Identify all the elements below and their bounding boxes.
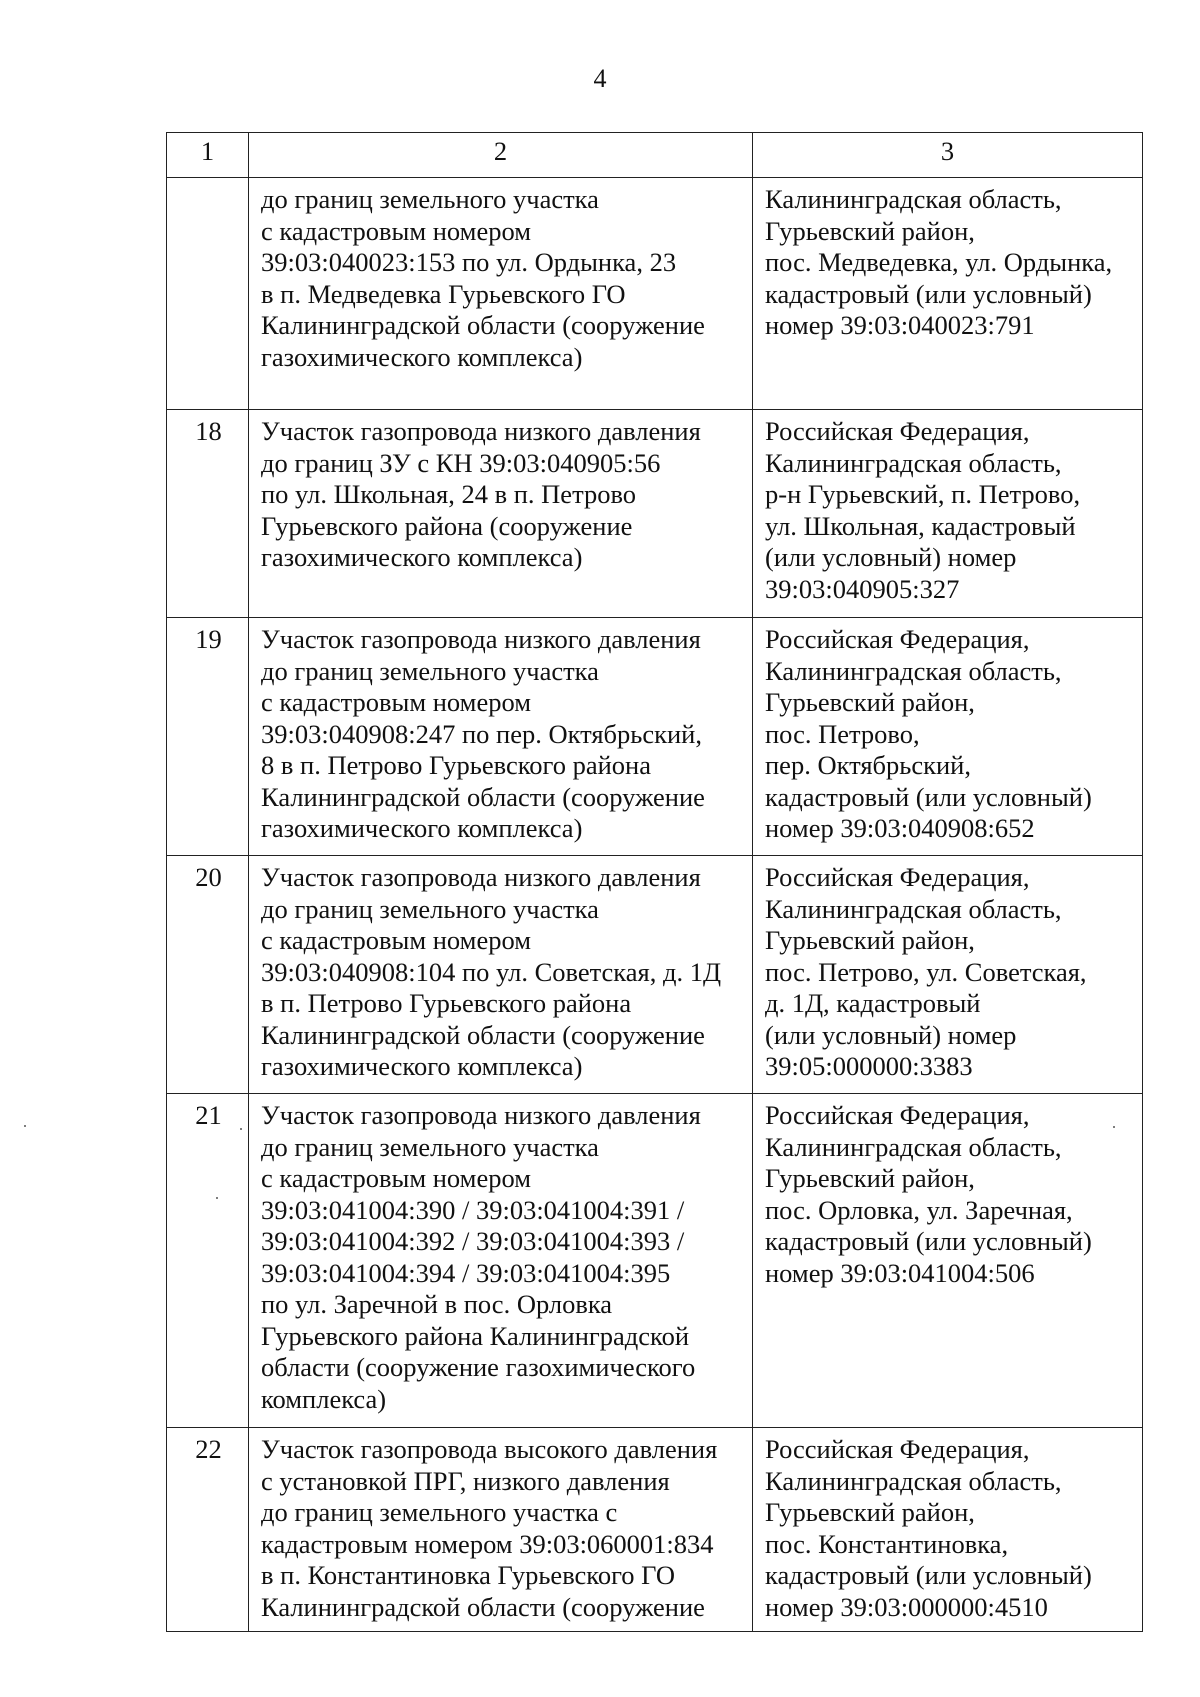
- table-row: [167, 178, 1143, 410]
- table-header-row: [167, 133, 1143, 178]
- object-description: Участок газопровода низкого давления до границ земельного участка с кадастровым номером 39:03:041004:390 / 39:03:041004:391 / 39:03:041004:392 / 39:03:041004:393 / 39:03:041004:394 / 39:03:041004:395 по ул. Заречной в пос. Орловка Гурьевского района Калининградской области (сооружение газохимического комплекса): [249, 1094, 753, 1428]
- object-description: Участок газопровода низкого давления до границ земельного участка с кадастровым номером 39:03:040908:247 по пер. Октябрьский, 8 в п. Петрово Гурьевского района Калининградской области (сооружение газохимического комплекса): [249, 618, 753, 856]
- object-address: Российская Федерация, Калининградская область, Гурьевский район, пос. Орловка, ул. Заречная, кадастровый (или условный) номер 39:03:041004:506: [753, 1094, 1143, 1428]
- object-address: Калининградская область, Гурьевский район, пос. Медведевка, ул. Ордынка, кадастровый (или условный) номер 39:03:040023:791: [753, 178, 1143, 410]
- header-cell-3: 3: [753, 133, 1143, 178]
- table-row: [167, 410, 1143, 618]
- scan-speck: [216, 1197, 218, 1199]
- header-cell-2: 2: [249, 133, 753, 178]
- scan-speck: [24, 1125, 26, 1127]
- table-row: [167, 618, 1143, 856]
- object-address: Российская Федерация, Калининградская область, Гурьевский район, пос. Петрово, пер. Октябрьский, кадастровый (или условный) номер 39:03:040908:652: [753, 618, 1143, 856]
- header-cell-1: 1: [167, 133, 249, 178]
- row-number: 22: [167, 1428, 249, 1632]
- object-address: Российская Федерация, Калининградская область, Гурьевский район, пос. Константиновка, кадастровый (или условный) номер 39:03:000000:4510: [753, 1428, 1143, 1632]
- object-description: Участок газопровода высокого давления с установкой ПРГ, низкого давления до границ земельного участка с кадастровым номером 39:03:060001:834 в п. Константиновка Гурьевского ГО Калининградской области (сооружение: [249, 1428, 753, 1632]
- object-address: Российская Федерация, Калининградская область, Гурьевский район, пос. Петрово, ул. Советская, д. 1Д, кадастровый (или условный) номер 39:05:000000:3383: [753, 856, 1143, 1094]
- object-table: [166, 132, 1143, 1632]
- row-number: 21: [167, 1094, 249, 1428]
- row-number: 18: [167, 410, 249, 618]
- object-address: Российская Федерация, Калининградская область, р-н Гурьевский, п. Петрово, ул. Школьная, кадастровый (или условный) номер 39:03:040905:327: [753, 410, 1143, 618]
- table-row: [167, 856, 1143, 1094]
- object-description: Участок газопровода низкого давления до границ земельного участка с кадастровым номером 39:03:040908:104 по ул. Советская, д. 1Д в п. Петрово Гурьевского района Калининградской области (сооружение газохимического комплекса): [249, 856, 753, 1094]
- table-row: [167, 1428, 1143, 1632]
- row-number: 19: [167, 618, 249, 856]
- scan-speck: [240, 1128, 242, 1130]
- row-number: 20: [167, 856, 249, 1094]
- row-number: [167, 178, 249, 410]
- scan-speck: [1113, 1126, 1115, 1128]
- object-description: до границ земельного участка с кадастровым номером 39:03:040023:153 по ул. Ордынка, 23 в п. Медведевка Гурьевского ГО Калининградской области (сооружение газохимического комплекса): [249, 178, 753, 410]
- page-number: 4: [593, 64, 607, 93]
- object-description: Участок газопровода низкого давления до границ ЗУ с КН 39:03:040905:56 по ул. Школьная, 24 в п. Петрово Гурьевского района (сооружение газохимического комплекса): [249, 410, 753, 618]
- table-row: [167, 1094, 1143, 1428]
